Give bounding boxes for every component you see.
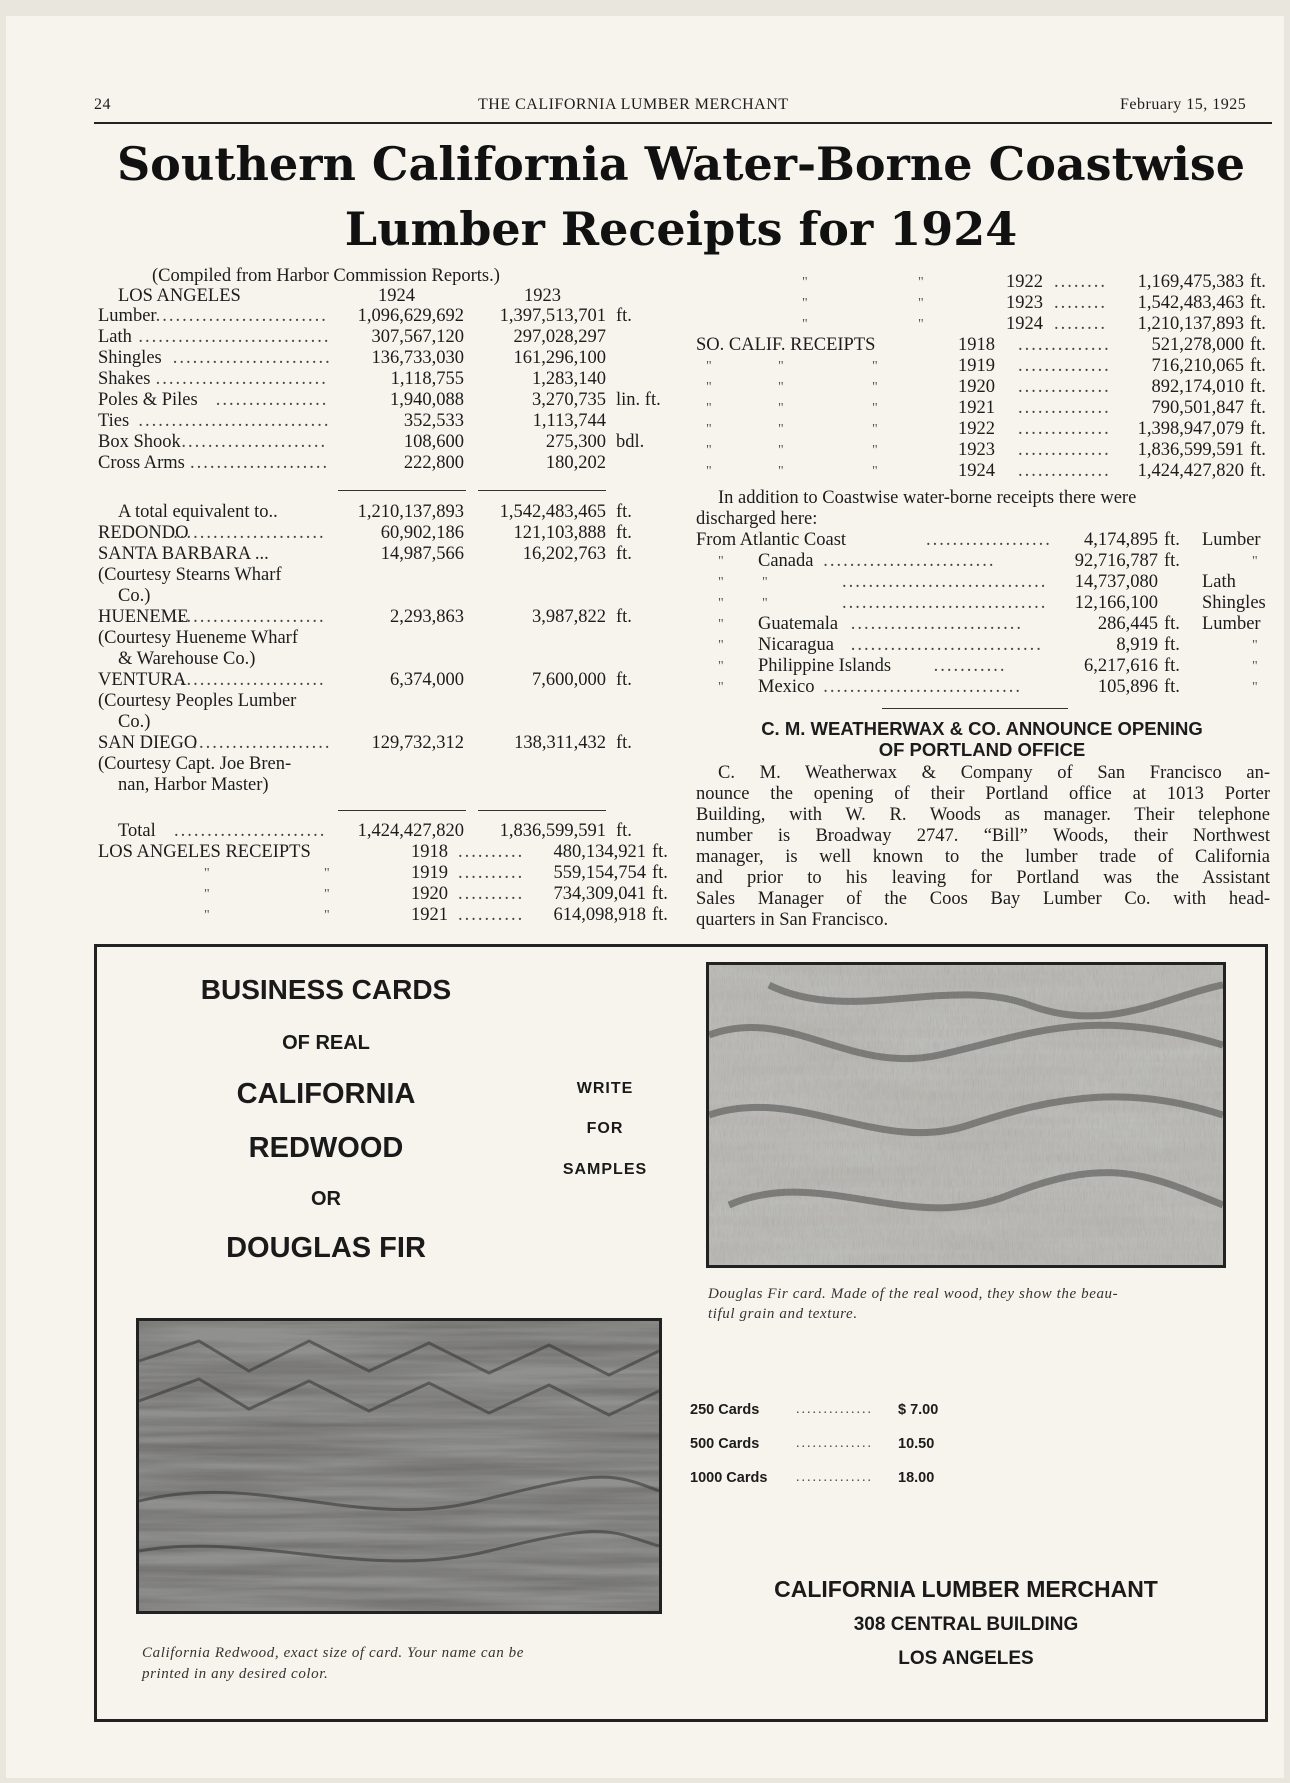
row-unit: ft. (616, 607, 632, 627)
ditto-mark: " (918, 275, 924, 290)
dot-leader: ........ (1054, 293, 1107, 313)
origin-label: Nicaragua (758, 635, 835, 655)
dot-leader: ...................... (181, 432, 328, 452)
price-amount: 18.00 (898, 1470, 935, 1486)
addition-note-line-1: In addition to Coastwise water-borne receipts there were (718, 488, 1137, 508)
row-unit: ft. (1164, 614, 1180, 634)
redwood-card-photo (136, 1318, 662, 1614)
issue-date: February 15, 1925 (1120, 96, 1247, 113)
douglas-fir-grain-image (709, 965, 1223, 1265)
row-label: Cross Arms (98, 453, 185, 473)
row-unit: ft. (1164, 635, 1180, 655)
origin-label: Canada (758, 551, 814, 571)
ditto-mark: " (918, 296, 924, 311)
ditto-mark: " (718, 575, 724, 590)
receipt-value: 1,169,475,383 (1137, 272, 1244, 292)
origin-label: Guatemala (758, 614, 839, 634)
ditto-mark: " (762, 575, 768, 590)
price-quantity: 500 Cards (690, 1436, 760, 1452)
ad-douglas-fir: DOUGLAS FIR (226, 1232, 426, 1264)
dot-leader: ............................. (850, 635, 1043, 655)
receipt-value: 734,309,041 (553, 884, 646, 904)
row-label: SANTA BARBARA ... (98, 544, 269, 564)
row-label: REDONDO (98, 523, 189, 543)
year-column-a: 1924 (378, 286, 415, 306)
ditto-mark: " (778, 380, 784, 395)
receipt-value: 1,398,947,079 (1137, 419, 1244, 439)
ad-of-real: OF REAL (282, 1032, 370, 1054)
publisher-city: LOS ANGELES (898, 1648, 1034, 1669)
receipt-year: 1920 (411, 884, 448, 904)
redwood-caption-1: California Redwood, exact size of card. Your name can be (142, 1645, 525, 1661)
import-value: 14,737,080 (1074, 572, 1158, 592)
dot-leader: .......................... (155, 369, 328, 389)
row-unit: ft. (1250, 335, 1266, 355)
ditto-mark: " (1252, 680, 1258, 695)
dot-leader: ............................... (842, 572, 1048, 592)
dot-leader: .......................... (155, 306, 328, 326)
value-1923: 1,283,140 (532, 369, 606, 389)
value-1924: 136,733,030 (371, 348, 464, 368)
value-1924: 129,732,312 (371, 733, 464, 753)
ditto-mark: " (762, 596, 768, 611)
value-1924: 6,374,000 (390, 670, 464, 690)
dot-leader: ........ (1054, 272, 1107, 292)
row-unit: ft. (1250, 293, 1266, 313)
row-label: Total (118, 821, 156, 841)
value-1923: 3,270,735 (532, 390, 606, 410)
row-unit: ft. (616, 523, 632, 543)
courtesy-note: (Courtesy Peoples Lumber (98, 691, 297, 711)
receipt-year: 1924 (1006, 314, 1043, 334)
dot-leader: ........... (933, 656, 1007, 676)
header-rule (94, 122, 1272, 124)
receipt-value: 1,424,427,820 (1137, 461, 1244, 481)
receipt-value: 559,154,754 (553, 863, 646, 883)
sum-rule-b (478, 490, 606, 491)
ditto-mark: " (718, 554, 724, 569)
ditto-mark: " (778, 359, 784, 374)
row-unit: ft. (616, 733, 632, 753)
redwood-caption-2: printed in any desired color. (142, 1666, 329, 1682)
value-1923: 297,028,297 (513, 327, 606, 347)
ditto-mark: " (324, 866, 330, 881)
import-value: 4,174,895 (1084, 530, 1158, 550)
ditto-mark: " (718, 659, 724, 674)
value-1923: 180,202 (545, 453, 606, 473)
value-1923: 138,311,432 (514, 733, 606, 753)
publisher-address: 308 CENTRAL BUILDING (853, 1614, 1079, 1635)
import-value: 105,896 (1097, 677, 1158, 697)
value-1924: 1,210,137,893 (357, 502, 464, 522)
courtesy-note: (Courtesy Stearns Wharf (98, 565, 282, 585)
dot-leader: .......................... (850, 614, 1024, 634)
ad-business-cards: BUSINESS CARDS (200, 974, 452, 1005)
row-unit: ft. (1164, 656, 1180, 676)
row-label: Box Shook (98, 432, 181, 452)
ad-samples: SAMPLES (562, 1161, 648, 1178)
value-1924: 2,293,863 (390, 607, 464, 627)
receipt-value: 1,542,483,463 (1137, 293, 1244, 313)
dot-leader: .......... (458, 884, 525, 904)
row-unit: ft. (652, 863, 668, 883)
receipt-value: 1,836,599,591 (1137, 440, 1244, 460)
ad-write: WRITE (576, 1080, 634, 1097)
article-line: Building, with W. R. Woods as manager. Their telephone (696, 805, 1270, 825)
row-unit: ft. (1250, 398, 1266, 418)
ditto-mark: " (872, 380, 878, 395)
ditto-mark: " (872, 464, 878, 479)
dot-leader: ....................... (173, 523, 326, 543)
product-kind: Lath (1202, 572, 1236, 592)
value-1924: 222,800 (403, 453, 464, 473)
ad-or: OR (311, 1188, 341, 1210)
row-unit: ft. (1164, 530, 1180, 550)
value-1923: 1,836,599,591 (499, 821, 606, 841)
receipt-value: 521,278,000 (1151, 335, 1244, 355)
ditto-mark: " (872, 359, 878, 374)
receipt-year: 1922 (1006, 272, 1043, 292)
price-amount: $ 7.00 (898, 1402, 939, 1418)
row-unit: ft. (1164, 551, 1180, 571)
row-label: Shakes (98, 369, 151, 389)
ditto-mark: " (1252, 638, 1258, 653)
dot-leader: .......................... (823, 551, 996, 571)
dot-leader: .......... (458, 905, 525, 925)
ditto-mark: " (1252, 659, 1258, 674)
value-1924: 1,118,755 (390, 369, 464, 389)
ditto-mark: " (778, 464, 784, 479)
receipt-year: 1920 (958, 377, 995, 397)
sum-rule-a (338, 490, 466, 491)
row-label: Poles & Piles (98, 390, 198, 410)
row-label: SAN DIEGO (98, 733, 198, 753)
receipt-value: 614,098,918 (553, 905, 646, 925)
article-separator (882, 708, 1068, 709)
la-receipts-label: LOS ANGELES RECEIPTS (98, 842, 311, 862)
origin-label: Mexico (758, 677, 815, 697)
receipt-year: 1919 (411, 863, 448, 883)
ditto-mark: " (324, 887, 330, 902)
receipt-year: 1918 (958, 335, 995, 355)
magazine-page (6, 16, 1284, 1778)
dot-leader: ........ (1054, 314, 1107, 334)
courtesy-note: (Courtesy Capt. Joe Bren- (98, 754, 292, 774)
ditto-mark: " (706, 380, 712, 395)
ditto-mark: " (706, 443, 712, 458)
ditto-mark: " (204, 866, 210, 881)
row-label: Lumber (98, 306, 157, 326)
ditto-mark: " (324, 908, 330, 923)
ditto-mark: " (706, 359, 712, 374)
dot-leader: .............. (796, 1436, 873, 1451)
article-headline-1: C. M. WEATHERWAX & CO. ANNOUNCE OPENING (761, 718, 1203, 739)
price-quantity: 1000 Cards (690, 1470, 768, 1486)
receipt-value: 790,501,847 (1151, 398, 1244, 418)
dot-leader: ....................... (174, 821, 327, 841)
ditto-mark: " (802, 275, 808, 290)
row-label: Lath (98, 327, 132, 347)
dot-leader: .............................. (823, 677, 1022, 697)
ad-redwood: REDWOOD (248, 1132, 404, 1164)
addition-note-line-2: discharged here: (696, 509, 818, 529)
headline-line-1: Southern California Water-Borne Coastwise (116, 137, 1246, 191)
import-value: 6,217,616 (1084, 656, 1158, 676)
value-1923: 3,987,822 (532, 607, 606, 627)
receipt-year: 1921 (958, 398, 995, 418)
dot-leader: ............................. (138, 327, 331, 347)
article-line: and prior to his leaving for Portland was the Assistant (696, 868, 1270, 888)
value-1923: 1,397,513,701 (499, 306, 606, 326)
dot-leader: .............. (1018, 398, 1111, 418)
origin-label: From Atlantic Coast (696, 530, 847, 550)
courtesy-note: nan, Harbor Master) (118, 775, 269, 795)
dot-leader: ....................... (173, 607, 326, 627)
ditto-mark: " (872, 443, 878, 458)
headline-line-2: Lumber Receipts for 1924 (344, 202, 1018, 256)
dot-leader: .............. (796, 1402, 873, 1417)
ad-california: CALIFORNIA (236, 1078, 416, 1110)
ditto-mark: " (718, 680, 724, 695)
dot-leader: ................... (926, 530, 1052, 550)
dot-leader: ..................... (190, 453, 330, 473)
price-amount: 10.50 (898, 1436, 935, 1452)
ditto-mark: " (1252, 554, 1258, 569)
value-1923: 121,103,888 (513, 523, 606, 543)
receipt-year: 1919 (958, 356, 995, 376)
dot-leader: .......... (458, 863, 525, 883)
dot-leader: .............. (796, 1470, 873, 1485)
ditto-mark: " (718, 617, 724, 632)
receipt-year: 1921 (411, 905, 448, 925)
dot-leader: .............. (1018, 377, 1111, 397)
receipt-value: 480,134,921 (553, 842, 646, 862)
article-line: Sales Manager of the Coos Bay Lumber Co. with head- (696, 889, 1270, 909)
courtesy-note: Co.) (118, 586, 151, 606)
total-rule-a (338, 810, 466, 811)
ditto-mark: " (706, 464, 712, 479)
value-1924: 1,940,088 (390, 390, 464, 410)
row-label: HUENEME (98, 607, 189, 627)
source-note: (Compiled from Harbor Commission Reports.) (152, 266, 500, 286)
row-unit: ft. (1250, 440, 1266, 460)
row-label: A total equivalent to.. (118, 502, 278, 522)
value-1924: 1,096,629,692 (357, 306, 464, 326)
row-unit: ft. (616, 544, 632, 564)
value-1924: 60,902,186 (380, 523, 464, 543)
price-quantity: 250 Cards (690, 1402, 760, 1418)
row-unit: ft. (1250, 461, 1266, 481)
page-number: 24 (94, 96, 111, 113)
douglas-fir-caption-1: Douglas Fir card. Made of the real wood, they show the beau- (708, 1286, 1119, 1302)
so-calif-label: SO. CALIF. RECEIPTS (696, 335, 876, 355)
dot-leader: .............. (1018, 356, 1111, 376)
los-angeles-heading: LOS ANGELES (118, 286, 241, 306)
article-line: quarters in San Francisco. (696, 910, 889, 930)
publisher-name: CALIFORNIA LUMBER MERCHANT (774, 1576, 1158, 1602)
ditto-mark: " (802, 317, 808, 332)
dot-leader: ................. (215, 390, 329, 410)
row-unit: ft. (616, 502, 632, 522)
row-unit: ft. (1164, 677, 1180, 697)
dot-leader: .............. (1018, 335, 1111, 355)
value-1923: 275,300 (545, 432, 606, 452)
row-unit: ft. (652, 905, 668, 925)
value-1924: 307,567,120 (371, 327, 464, 347)
row-unit: bdl. (616, 432, 645, 452)
row-unit: ft. (616, 306, 632, 326)
ditto-mark: " (706, 422, 712, 437)
row-label: VENTURA (98, 670, 187, 690)
row-unit: ft. (616, 670, 632, 690)
value-1924: 352,533 (403, 411, 464, 431)
row-unit: ft. (1250, 314, 1266, 334)
import-value: 92,716,787 (1074, 551, 1158, 571)
row-unit: ft. (616, 821, 632, 841)
total-rule-b (478, 810, 606, 811)
ditto-mark: " (872, 401, 878, 416)
value-1924: 14,987,566 (380, 544, 464, 564)
value-1923: 161,296,100 (513, 348, 606, 368)
dot-leader: ....................... (173, 670, 326, 690)
article-line: number is Broadway 2747. “Bill” Woods, their Northwest (696, 826, 1270, 846)
product-kind: Lumber (1202, 614, 1261, 634)
ditto-mark: " (718, 596, 724, 611)
value-1923: 1,113,744 (532, 411, 606, 431)
row-label: Ties (98, 411, 130, 431)
article-line: nounce the opening of their Portland office at 1013 Porter (696, 784, 1270, 804)
article-line: manager, is well known to the lumber trade of California (696, 847, 1270, 867)
row-label: Shingles (98, 348, 162, 368)
value-1923: 16,202,763 (522, 544, 606, 564)
receipt-year: 1923 (958, 440, 995, 460)
douglas-fir-caption-2: tiful grain and texture. (708, 1306, 858, 1322)
ditto-mark: " (706, 401, 712, 416)
ditto-mark: " (718, 638, 724, 653)
row-unit: lin. ft. (616, 390, 661, 410)
courtesy-note: & Warehouse Co.) (118, 649, 256, 669)
article-line: C. M. Weatherwax & Company of San Francisco an- (718, 763, 1270, 783)
origin-label: Philippine Islands (758, 656, 892, 676)
value-1923: 7,600,000 (532, 670, 606, 690)
publication-name: THE CALIFORNIA LUMBER MERCHANT (478, 96, 789, 113)
ditto-mark: " (204, 908, 210, 923)
year-column-b: 1923 (524, 286, 561, 306)
value-1924: 108,600 (403, 432, 464, 452)
dot-leader: ............................... (842, 593, 1048, 613)
dot-leader: .............. (1018, 419, 1111, 439)
ditto-mark: " (802, 296, 808, 311)
receipt-value: 892,174,010 (1151, 377, 1244, 397)
value-1923: 1,542,483,465 (499, 502, 606, 522)
article-headline-2: OF PORTLAND OFFICE (878, 739, 1086, 760)
ditto-mark: " (918, 317, 924, 332)
receipt-year: 1923 (1006, 293, 1043, 313)
redwood-grain-image (139, 1321, 659, 1611)
product-kind: Shingles (1202, 593, 1266, 613)
receipt-year: 1918 (411, 842, 448, 862)
ditto-mark: " (872, 422, 878, 437)
ditto-mark: " (778, 443, 784, 458)
value-1924: 1,424,427,820 (357, 821, 464, 841)
dot-leader: .......... (458, 842, 525, 862)
ditto-mark: " (778, 422, 784, 437)
courtesy-note: (Courtesy Hueneme Wharf (98, 628, 299, 648)
row-unit: ft. (1250, 419, 1266, 439)
receipt-year: 1924 (958, 461, 995, 481)
receipt-value: 1,210,137,893 (1137, 314, 1244, 334)
import-value: 286,445 (1097, 614, 1158, 634)
dot-leader: ..................... (192, 733, 332, 753)
receipt-year: 1922 (958, 419, 995, 439)
dot-leader: ............................. (138, 411, 331, 431)
row-unit: ft. (1250, 272, 1266, 292)
courtesy-note: Co.) (118, 712, 151, 732)
row-unit: ft. (652, 884, 668, 904)
import-value: 8,919 (1116, 635, 1158, 655)
ditto-mark: " (778, 401, 784, 416)
receipt-value: 716,210,065 (1151, 356, 1244, 376)
product-kind: Lumber (1202, 530, 1261, 550)
dot-leader: .............. (1018, 461, 1111, 481)
row-unit: ft. (1250, 377, 1266, 397)
dot-leader: ........................ (172, 348, 332, 368)
douglas-fir-card-photo (706, 962, 1226, 1268)
row-unit: ft. (652, 842, 668, 862)
import-value: 12,166,100 (1074, 593, 1158, 613)
dot-leader: .............. (1018, 440, 1111, 460)
ad-for: FOR (586, 1120, 624, 1137)
row-unit: ft. (1250, 356, 1266, 376)
ditto-mark: " (204, 887, 210, 902)
